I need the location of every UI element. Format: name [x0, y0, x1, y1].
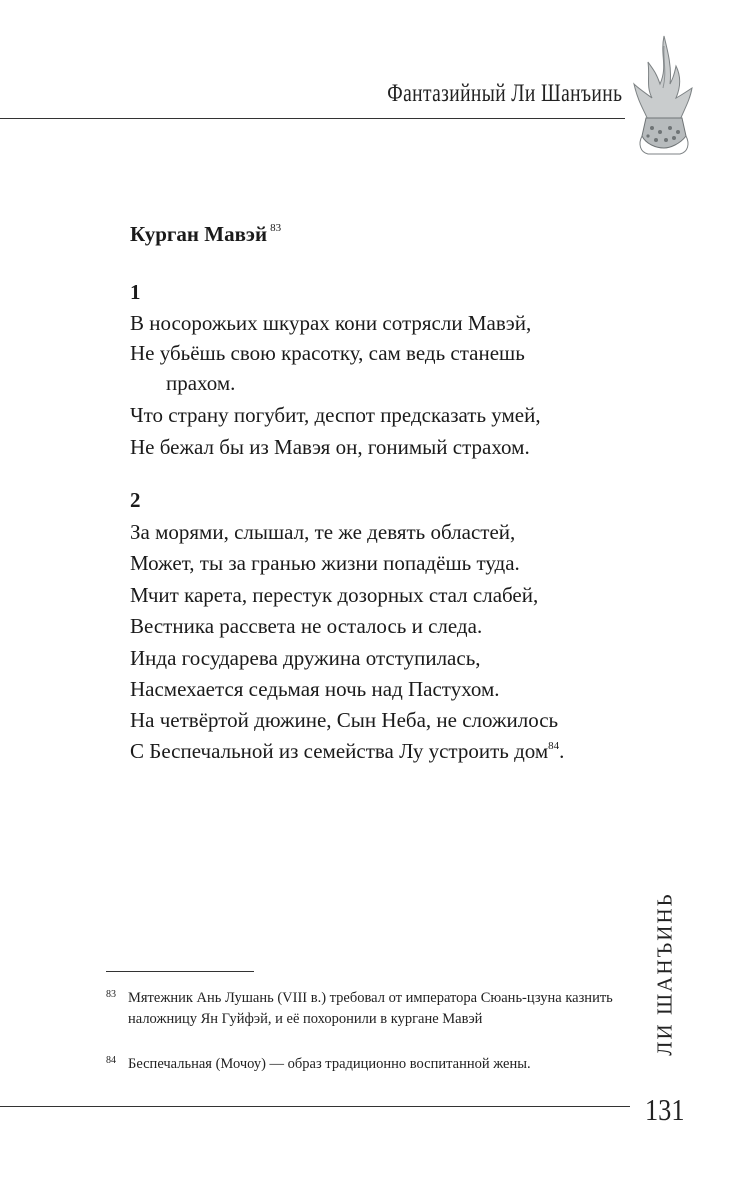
- poem-title: Курган Мавэй $^{83}$: [130, 222, 282, 246]
- footnote-text: Мятежник Ань Лушань (VIII в.) требовал от императора Сюань-цзуна казнить наложницу Ян Гуйфэй, и её похоронили в кургане Мавэй: [128, 990, 613, 1027]
- poem-line: Вестника рассвета не осталось и следа.: [130, 614, 483, 638]
- footnote-number: 84: [106, 1055, 116, 1066]
- poem-line: прахом.: [166, 371, 236, 395]
- poem-line: Инда государева дружина отступилась,: [130, 646, 481, 670]
- section-number-1: 1: [130, 280, 141, 304]
- poem-line: Может, ты за гранью жизни попадёшь туда.: [130, 551, 520, 575]
- ceramic-flame-ornament-icon: [630, 32, 696, 156]
- poem-line: Насмехается седьмая ночь над Пастухом.: [130, 677, 500, 701]
- footnote-number: 83: [106, 989, 116, 1000]
- vertical-author-name: ЛИ ШАНЪИНЬ: [652, 892, 677, 1056]
- header-rule: [0, 118, 625, 119]
- page-number: 131: [645, 1092, 685, 1127]
- section-number-2: 2: [130, 488, 141, 512]
- poem-line: В носорожьих шкурах кони сотрясли Мавэй,: [130, 311, 532, 335]
- poem-line: Не бежал бы из Мавэя он, гонимый страхом.: [130, 435, 530, 459]
- poem-line: Мчит карета, перестук дозорных стал слабей,: [130, 583, 539, 607]
- poem-line: Что страну погубит, деспот предсказать умей,: [130, 403, 541, 427]
- poem-line: За морями, слышал, те же девять областей,: [130, 520, 516, 544]
- footer-rule: [0, 1106, 630, 1107]
- poem-line: На четвёртой дюжине, Сын Неба, не сложилось: [130, 708, 559, 732]
- poem-line: Не убьёшь свою красотку, сам ведь станешь: [130, 341, 525, 365]
- footnote-text: Беспечальная (Мочоу) — образ традиционно воспитанной жены.: [128, 1056, 531, 1072]
- running-title: Фантазийный Ли Шанъинь: [386, 80, 622, 107]
- footnote-ref-83: 83: [270, 222, 282, 234]
- footnote-84: [106, 1054, 636, 1075]
- footnote-rule: [106, 971, 254, 972]
- footnote-ref-84: 84: [548, 740, 560, 752]
- poem-line-last: С Беспечальной из семейства Лу устроить дом$^{84}$.: [130, 739, 565, 763]
- footnote-83: [106, 988, 636, 1030]
